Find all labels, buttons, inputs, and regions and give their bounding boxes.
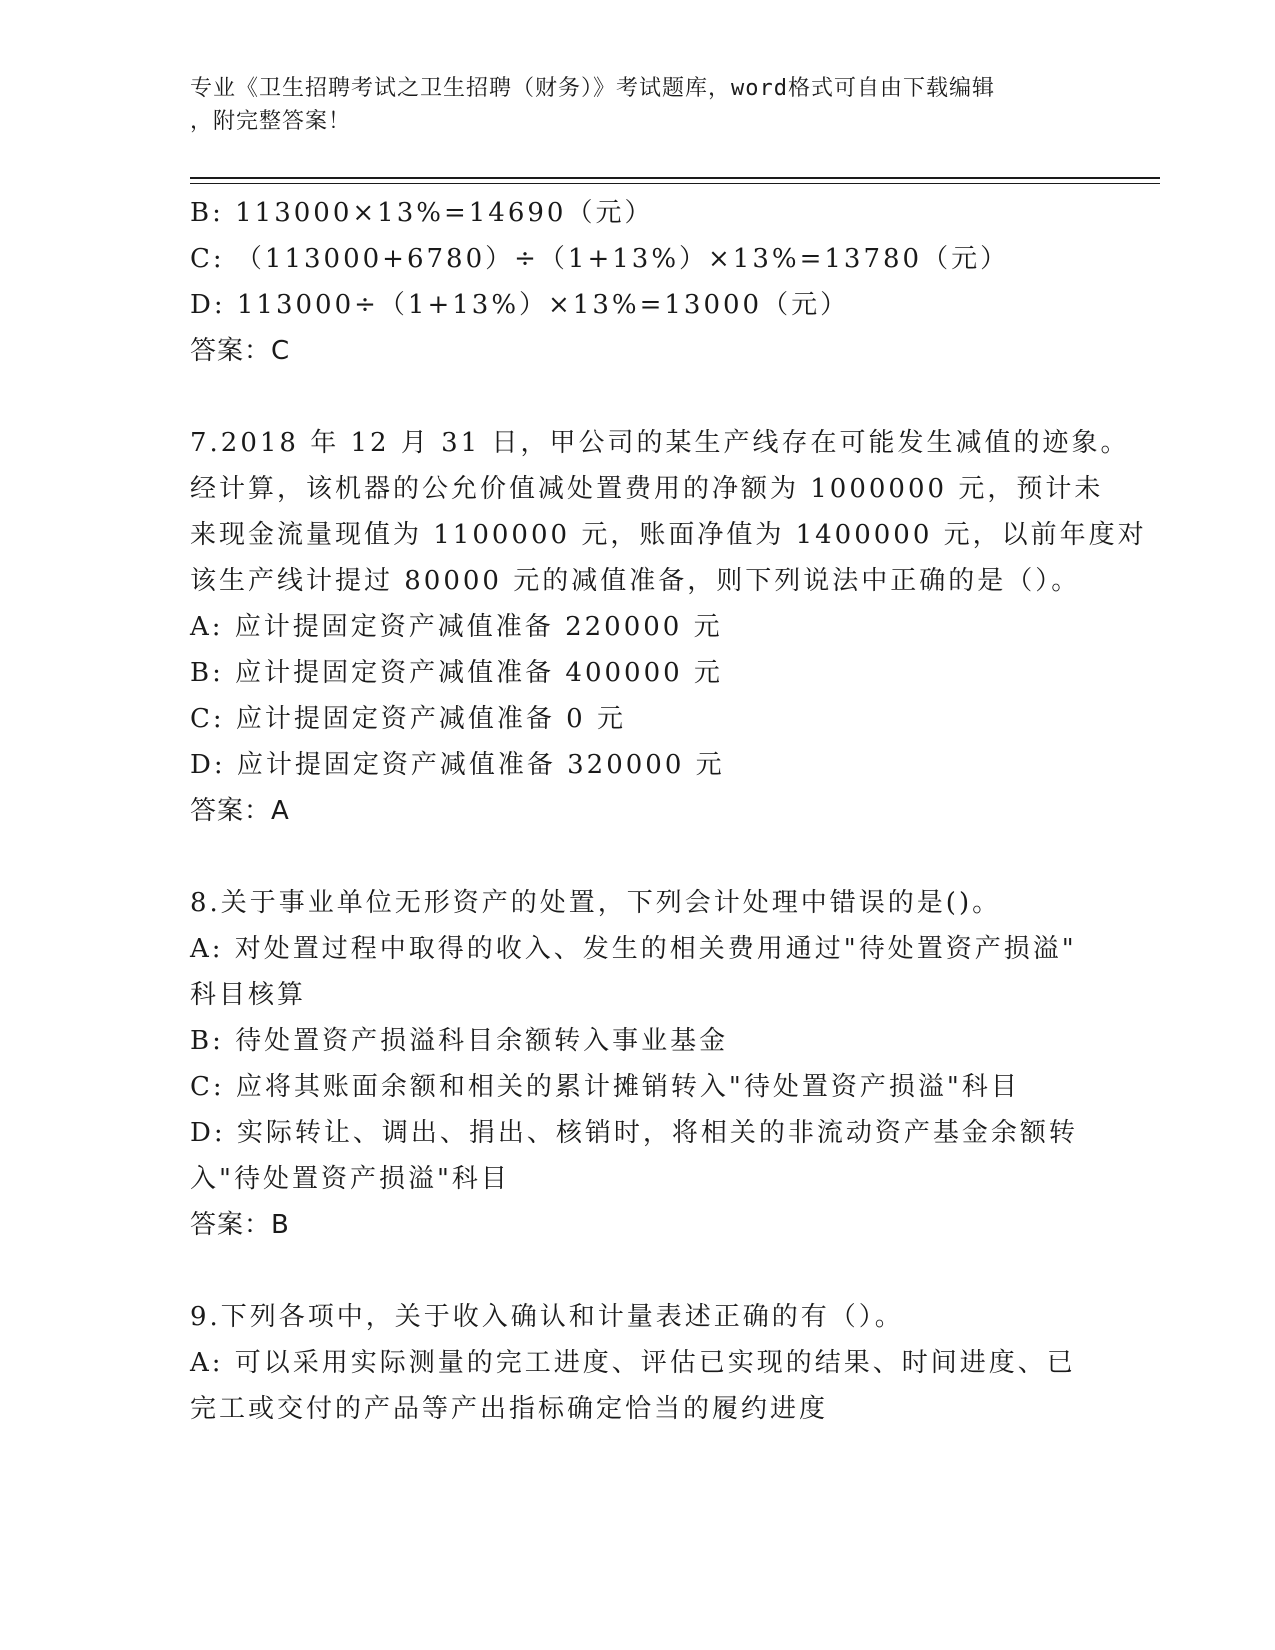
question-9 (190, 1294, 1080, 1432)
q6-answer: 答案：C (190, 336, 291, 366)
header-divider-thin (190, 183, 1160, 184)
q7-option-d: D: 应计提固定资产减值准备 320000 元 (190, 750, 725, 780)
q7-option-a: A: 应计提固定资产减值准备 220000 元 (190, 612, 723, 642)
q8-option-a-line-1: A: 对处置过程中取得的收入、发生的相关费用通过"待处置资产损溢" (190, 934, 1077, 964)
q8-answer: 答案：B (190, 1210, 290, 1240)
question-8 (190, 880, 1080, 1248)
page-header (190, 72, 1090, 138)
q9-option-a-line-1: A: 可以采用实际测量的完工进度、评估已实现的结果、时间进度、已 (190, 1348, 1076, 1378)
header-line-2: ，附完整答案！ (190, 109, 352, 134)
q7-option-c: C: 应计提固定资产减值准备 0 元 (190, 704, 626, 734)
q6-option-d: D: 113000÷（1+13%）×13%=13000（元） (190, 290, 850, 320)
q8-option-a-line-2: 科目核算 (190, 980, 307, 1010)
spacer (190, 834, 1080, 880)
q8-option-d-line-2: 入"待处置资产损溢"科目 (190, 1164, 510, 1194)
q7-stem-line-4: 该生产线计提过 80000 元的减值准备，则下列说法中正确的是（）。 (190, 566, 1081, 596)
q8-stem: 8.关于事业单位无形资产的处置，下列会计处理中错误的是()。 (190, 888, 1002, 918)
question-7 (190, 420, 1147, 834)
q8-option-c: C: 应将其账面余额和相关的累计摊销转入"待处置资产损溢"科目 (190, 1072, 1020, 1102)
q7-stem-line-3: 来现金流量现值为 1100000 元，账面净值为 1400000 元，以前年度对 (190, 520, 1147, 550)
header-line-1: 专业《卫生招聘考试之卫生招聘（财务）》考试题库，word格式可自由下载编辑 (190, 76, 995, 101)
q7-option-b: B: 应计提固定资产减值准备 400000 元 (190, 658, 723, 688)
q8-option-b: B: 待处置资产损溢科目余额转入事业基金 (190, 1026, 729, 1056)
q7-answer: 答案：A (190, 796, 290, 826)
q6-option-c: C: （113000+6780）÷（1+13%）×13%=13780（元） (190, 244, 1010, 274)
q6-option-b: B: 113000×13%=14690（元） (190, 198, 654, 228)
question-6 (190, 190, 1080, 374)
question-content (190, 190, 1147, 1432)
q7-stem-line-2: 经计算，该机器的公允价值减处置费用的净额为 1000000 元，预计未 (190, 474, 1104, 504)
spacer (190, 1248, 1080, 1294)
q9-stem: 9.下列各项中，关于收入确认和计量表述正确的有（）。 (190, 1302, 904, 1332)
q9-option-a-line-2: 完工或交付的产品等产出指标确定恰当的履约进度 (190, 1394, 829, 1424)
header-divider-thick (190, 177, 1160, 179)
spacer (190, 374, 1080, 420)
q7-stem-line-1: 7.2018 年 12 月 31 日，甲公司的某生产线存在可能发生减值的迹象。 (190, 428, 1130, 458)
q8-option-d-line-1: D: 实际转让、调出、捐出、核销时，将相关的非流动资产基金余额转 (190, 1118, 1078, 1148)
